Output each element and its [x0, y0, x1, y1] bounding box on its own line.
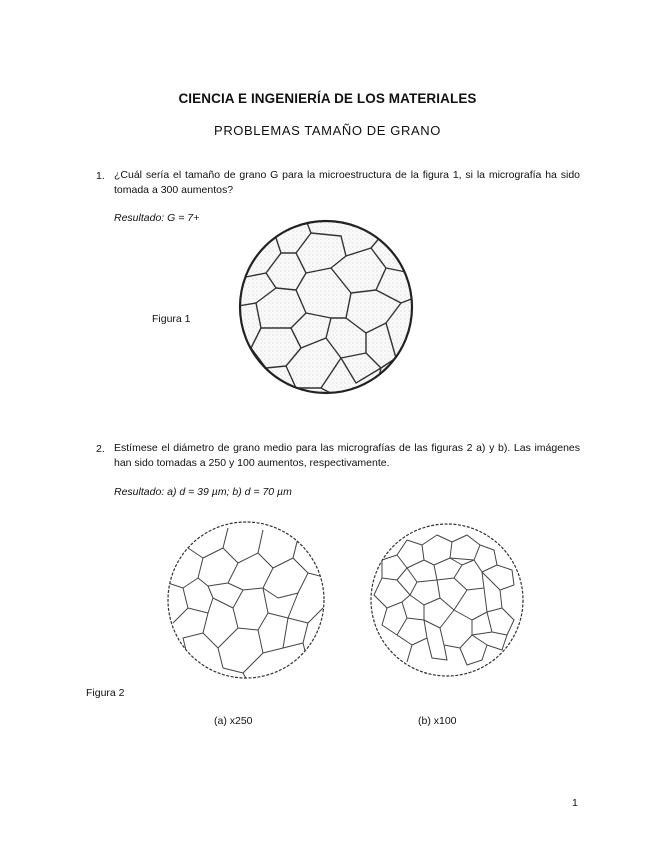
figure-2b-micrograph: [362, 520, 532, 682]
problem-2-result: Resultado: a) d = 39 µm; b) d = 70 µm: [114, 486, 292, 498]
problem-1-result: Resultado: G = 7+: [114, 212, 200, 224]
figure-1-micrograph: [236, 218, 416, 396]
page-subtitle: PROBLEMAS TAMAÑO DE GRANO: [214, 123, 441, 138]
figure-1-label: Figura 1: [152, 313, 191, 325]
problem-2-text: Estímese el diámetro de grano medio para las micrografías de las figuras 2 a) y b). Las imágenes han sido tomadas a 250 y 100 aumentos, respectivamente.: [114, 442, 580, 469]
page-title: CIENCIA E INGENIERÍA DE LOS MATERIALES: [178, 91, 477, 106]
figure-2-label: Figura 2: [86, 687, 125, 699]
figure-2b-caption: (b) x100: [418, 715, 457, 727]
problem-1-number: 1.: [96, 170, 105, 182]
figure-2a-micrograph: [158, 518, 334, 682]
problem-2-number: 2.: [96, 443, 105, 455]
page-number: 1: [572, 797, 578, 809]
figure-2a-caption: (a) x250: [214, 715, 253, 727]
problem-1-text: ¿Cuál sería el tamaño de grano G para la microestructura de la figura 1, si la micrografía ha sido tomada a 300 aumentos?: [114, 169, 580, 196]
